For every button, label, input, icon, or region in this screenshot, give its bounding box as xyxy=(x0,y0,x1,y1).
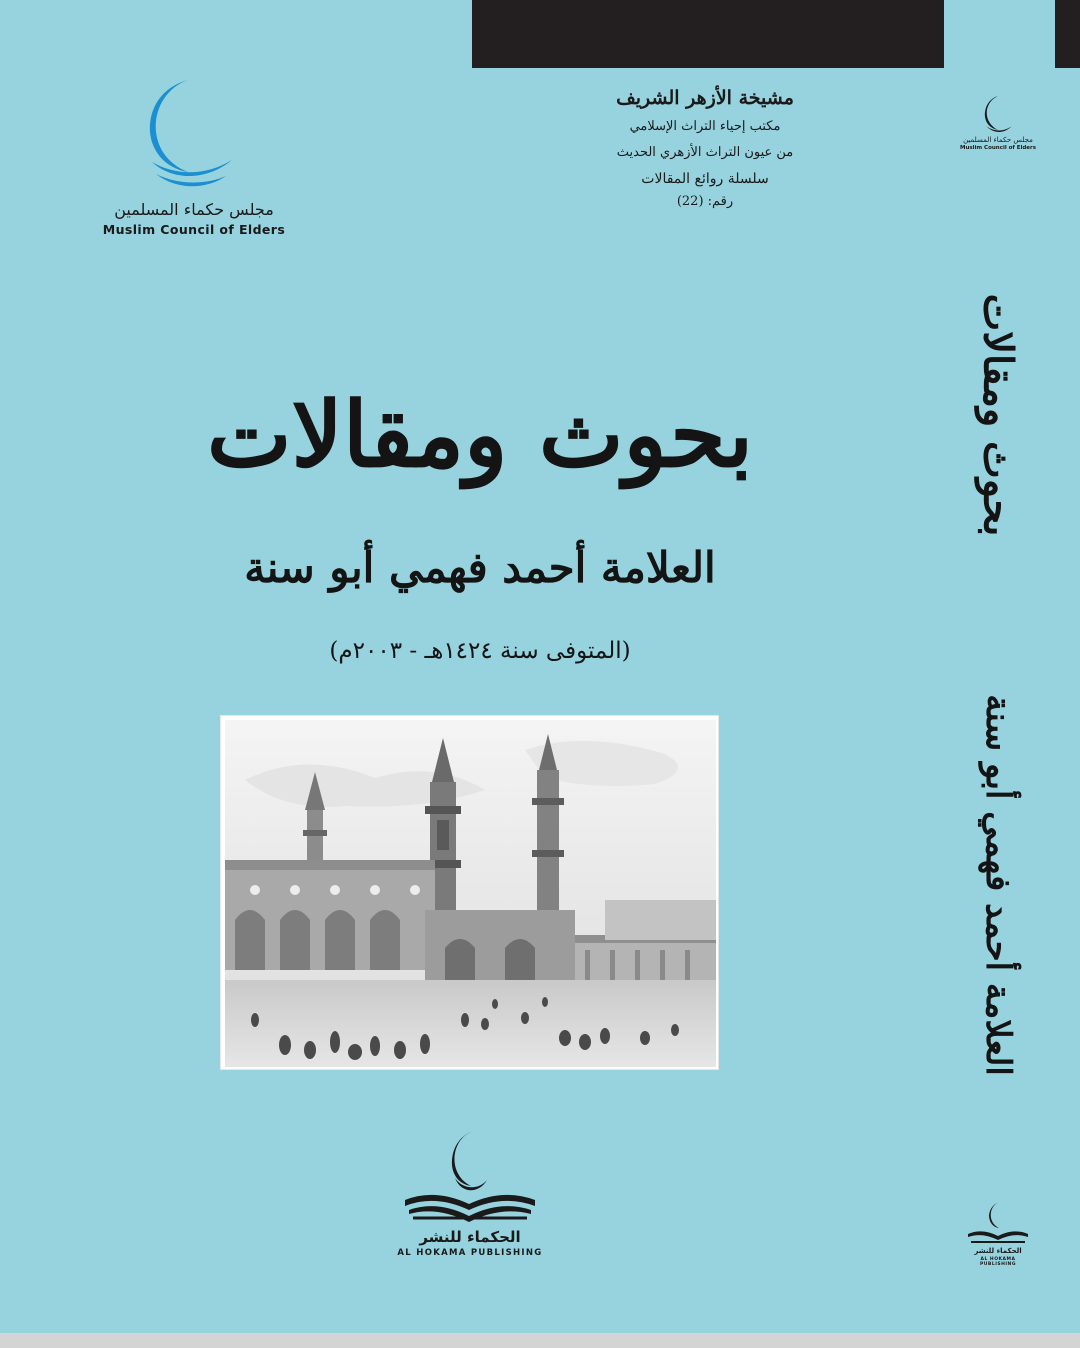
mosque-courtyard-illustration xyxy=(225,720,716,1067)
spine-title-text: بحوث ومقالات xyxy=(974,293,1022,537)
spine-top-dark-band xyxy=(1055,0,1080,68)
series-number: رقم: (22) xyxy=(676,194,734,209)
series-info xyxy=(600,82,810,212)
council-arabic-name: مجلس حكماء المسلمين xyxy=(114,200,274,219)
spine-council-english: Muslim Council of Elders xyxy=(959,145,1037,151)
council-logo xyxy=(96,76,292,246)
al-azhar-illustration xyxy=(220,715,719,1070)
spine-title xyxy=(958,293,1038,537)
spine-council-arabic: مجلس حكماء المسلمين xyxy=(963,136,1033,144)
top-dark-band xyxy=(472,0,944,68)
book-author: العلامة أحمد فهمي أبو سنة xyxy=(244,543,716,592)
series-line-azhar: مشيخة الأزهر الشريف xyxy=(616,87,794,109)
series-line-heritage: من عيون التراث الأزهري الحديث xyxy=(616,145,794,160)
author-dates: (المتوفى سنة ١٤٢٤هـ - ٢٠٠٣م) xyxy=(329,638,631,664)
crescent-book-icon xyxy=(962,1200,1034,1246)
spine-author-text: العلامة أحمد فهمي أبو سنة xyxy=(978,694,1018,1076)
bottom-margin-strip xyxy=(0,1333,1080,1348)
series-line-office: مكتب إحياء التراث الإسلامي xyxy=(629,119,781,134)
crescent-icon xyxy=(958,92,1038,136)
council-english-name: Muslim Council of Elders xyxy=(102,222,286,237)
publisher-logo xyxy=(395,1130,545,1260)
crescent-icon xyxy=(96,76,292,196)
spine-publisher-logo xyxy=(962,1200,1034,1266)
series-line-name: سلسلة روائع المقالات xyxy=(641,171,769,187)
book-title: بحوث ومقالات xyxy=(206,382,754,488)
spine-council-logo xyxy=(958,92,1038,154)
publisher-arabic-name: الحكماء للنشر xyxy=(419,1228,521,1246)
publisher-english-name: AL HOKAMA PUBLISHING xyxy=(397,1248,543,1258)
spine-publisher-english: AL HOKAMA PUBLISHING xyxy=(979,1257,1017,1267)
spine-author xyxy=(958,694,1038,1076)
spine-publisher-arabic: الحكماء للنشر xyxy=(974,1247,1022,1255)
crescent-book-icon xyxy=(395,1130,545,1226)
